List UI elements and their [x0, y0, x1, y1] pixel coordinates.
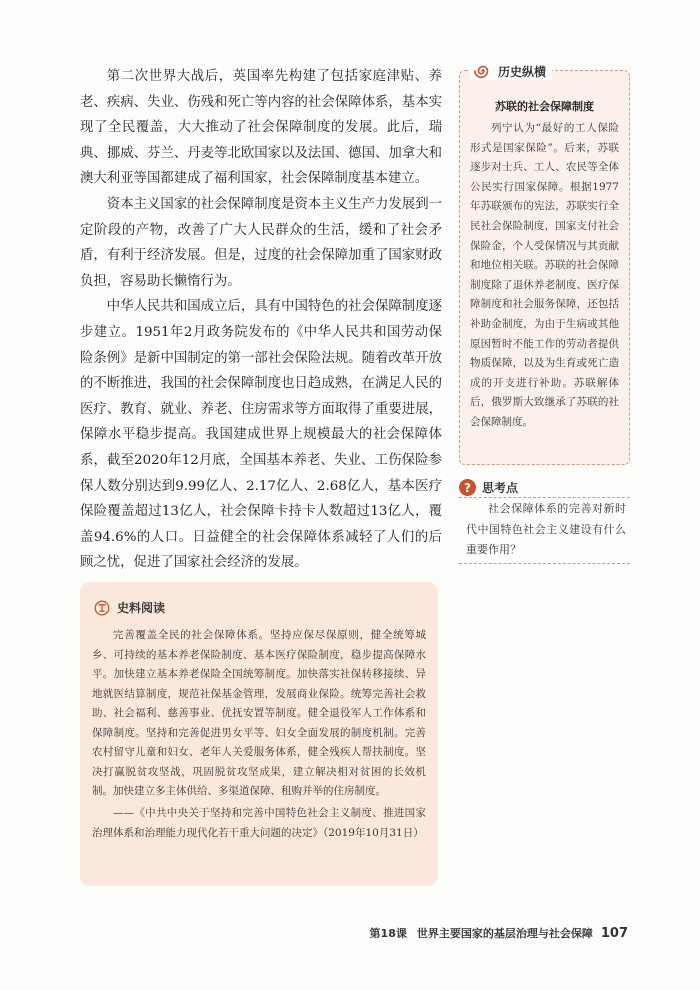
- paragraph: 中华人民共和国成立后，具有中国特色的社会保障制度逐步建立。1951年2月政务院发布的《中华人民共和国劳动保险条例》是新中国制定的第一部社会保险法规。随着改革开放的不断推进，我国的社会保障制度也日趋成熟，在满足人民的医疗、教育、就业、养老、住房需求等方面取得了重要进展，保障水平稳步提高。我国建成世界上规模最大的社会保障体系，截至2020年12月底，全国基本养老、失业、工伤保险参保人数分别达到9.99亿人、2.17亿人、2.68亿人，基本医疗保险覆盖超过13亿人，社会保障卡持卡人数超过13亿人，覆盖94.6%的人口。日益健全的社会保障体系减轻了人们的后顾之忧，促进了国家社会经济的发展。: [80, 299, 442, 571]
- scroll-icon: [94, 600, 110, 616]
- spiral-icon: [474, 62, 492, 80]
- footer-title: 世界主要国家的基层治理与社会保障: [416, 927, 593, 940]
- sidebar-header: [470, 62, 552, 80]
- reading-body: 完善覆盖全民的社会保障体系。坚持应保尽保原则，健全统筹城乡、可持续的基本养老保险制度、基本医疗保险制度，稳步提高保障水平。加快建立基本养老保险全国统筹制度。加快落实社保转移接续、异地就医结算制度，规范社保基金管理，发展商业保险。统筹完善社会救助、社会福利、慈善事业、优抚安置等制度。健全退役军人工作体系和保障制度。坚持和完善促进男女平等、妇女全面发展的制度机制。完善农村留守儿童和妇女、老年人关爱服务体系，健全残疾人帮扶制度。坚决打赢脱贫攻坚战，巩固脱贫攻坚成果，建立解决相对贫困的长效机制。加快建立多主体供给、多渠道保障、租购并举的住房制度。: [92, 629, 426, 797]
- reading-header: [94, 599, 165, 616]
- page-number: 107: [600, 926, 628, 941]
- reading-header-label: 史料阅读: [117, 601, 166, 615]
- think-divider-top: [459, 497, 630, 498]
- paragraph: 第二次世界大战后，英国率先构建了包括家庭津贴、养老、疾病、失业、伤残和死亡等内容的社会保障体系，基本实现了全民覆盖，大大推动了社会保障制度的发展。此后，瑞典、挪威、芬兰、丹麦等北欧国家以及法国、德国、加拿大和澳大利亚等国都建成了福利国家，社会保障制度基本建立。: [80, 69, 442, 187]
- think-divider-bottom: [459, 563, 630, 564]
- sidebar-header-label: 历史纵横: [498, 64, 547, 79]
- think-body: 社会保障体系的完善对新时代中国特色社会主义建设有什么重要作用？: [466, 502, 626, 556]
- history-sidebar-box: [459, 64, 630, 465]
- page-footer: [370, 925, 628, 941]
- sidebar-title: 苏联的社会保障制度: [495, 100, 594, 113]
- main-text: [80, 64, 442, 576]
- sidebar-body: 列宁认为“最好的工人保险形式是国家保险”。后来，苏联逐步对士兵、工人、农民等全体公民实行国家保障。根据1977年苏联颁布的宪法，苏联实行全民社会保险制度，国家支付社会保险金，个人受保情况与其贡献和地位相关联。苏联的社会保障制度除了退休养老制度、医疗保障制度和社会服务保障，还包括补助金制度，为由于生病或其他原因暂时不能工作的劳动者提供物质保障，以及为生育或死亡造成的开支进行补助。苏联解体后，俄罗斯大致继承了苏联的社会保障制度。: [470, 122, 619, 428]
- reading-box: [80, 582, 438, 886]
- reading-source: ——《中共中央关于坚持和完善中国特色社会主义制度、推进国家治理体系和治理能力现代化若干重大问题的决定》（2019年10月31日）: [92, 807, 426, 839]
- paragraph: 资本主义国家的社会保障制度是资本主义生产力发展到一定阶段的产物，改善了广大人民群众的生活，缓和了社会矛盾，有利于经济发展。但是，过度的社会保障加重了国家财政负担，容易助长懒惰行为。: [80, 196, 442, 289]
- question-icon: ?: [459, 479, 476, 496]
- footer-lesson: 第18课: [369, 927, 407, 940]
- think-header: [459, 479, 518, 496]
- think-header-label: 思考点: [482, 481, 519, 495]
